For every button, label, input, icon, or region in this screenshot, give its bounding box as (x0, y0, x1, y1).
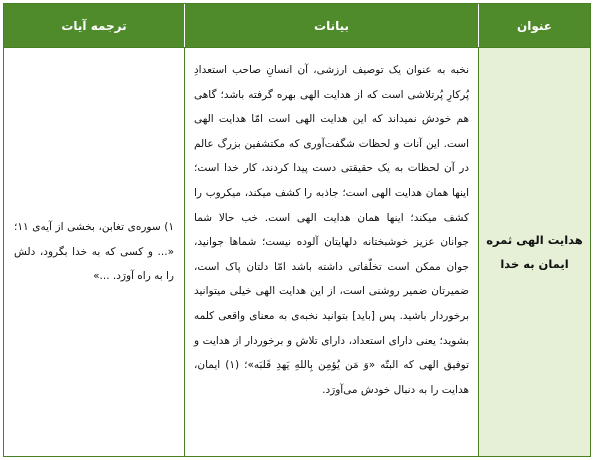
header-explanation: بیانات (184, 4, 478, 47)
header-verse-translation: ترجمه آیات (4, 4, 184, 47)
row-explanation-text: نخبه به عنوان یک توصیف ارزشی، آن انسانِ صاحب استعدادِ پُرکارِ پُرتلاشی است که از هدایت الهی بهره گرفته باشد؛ گاهی هم خودش نمیداند که این هدایت الهی است امّا هدایت الهی است. این آنات و لحظات شگفت‌آوری که مکتشفین بزرگ عالم در آن لحظات به یک حقیقتی دست پیدا کردند، کار خدا است؛ اینها همان هدایت الهی است؛ جاذبه را کشف میکند، میکروب را کشف میکند؛ اینها همان هدایت الهی است. خب حالا شما جوانان عزیز خوشبختانه دلهایتان آلوده نیست؛ شماها جوانید، جوان ممکن است تخلّفاتی داشته باشد امّا دلتان پاک است، ضمیرتان ضمیر روشنی است، از این هدایت الهی خیلی میتوانید برخوردار باشید. پس [باید] بتوانید نخبه‌ی به معنای واقعی کلمه بشوید؛ یعنی دارای استعداد، دارای تلاش و برخوردار از هدایت و توفیق الهی که البتّه «وَ مَن یُؤمِن بِاللهِ یَهدِ قَلبَه»؛ (۱) ایمان، هدایت را به دنبال خودش می‌آورَد. (194, 64, 469, 396)
row-explanation-cell (184, 47, 478, 456)
row-verse-translation: ۱) سوره‌ی تغابن، بخشی از آیه‌ی ۱۱؛ «... و کسی که به خدا بگرود، دلش را به راه آورَد. ...» (14, 221, 174, 283)
row-title-cell (478, 47, 590, 456)
header-title: عنوان (478, 4, 590, 47)
row-title: هدایت الهی ثمره ایمان به خدا (486, 233, 583, 271)
content-table (3, 3, 591, 457)
row-verse-cell (4, 47, 184, 456)
